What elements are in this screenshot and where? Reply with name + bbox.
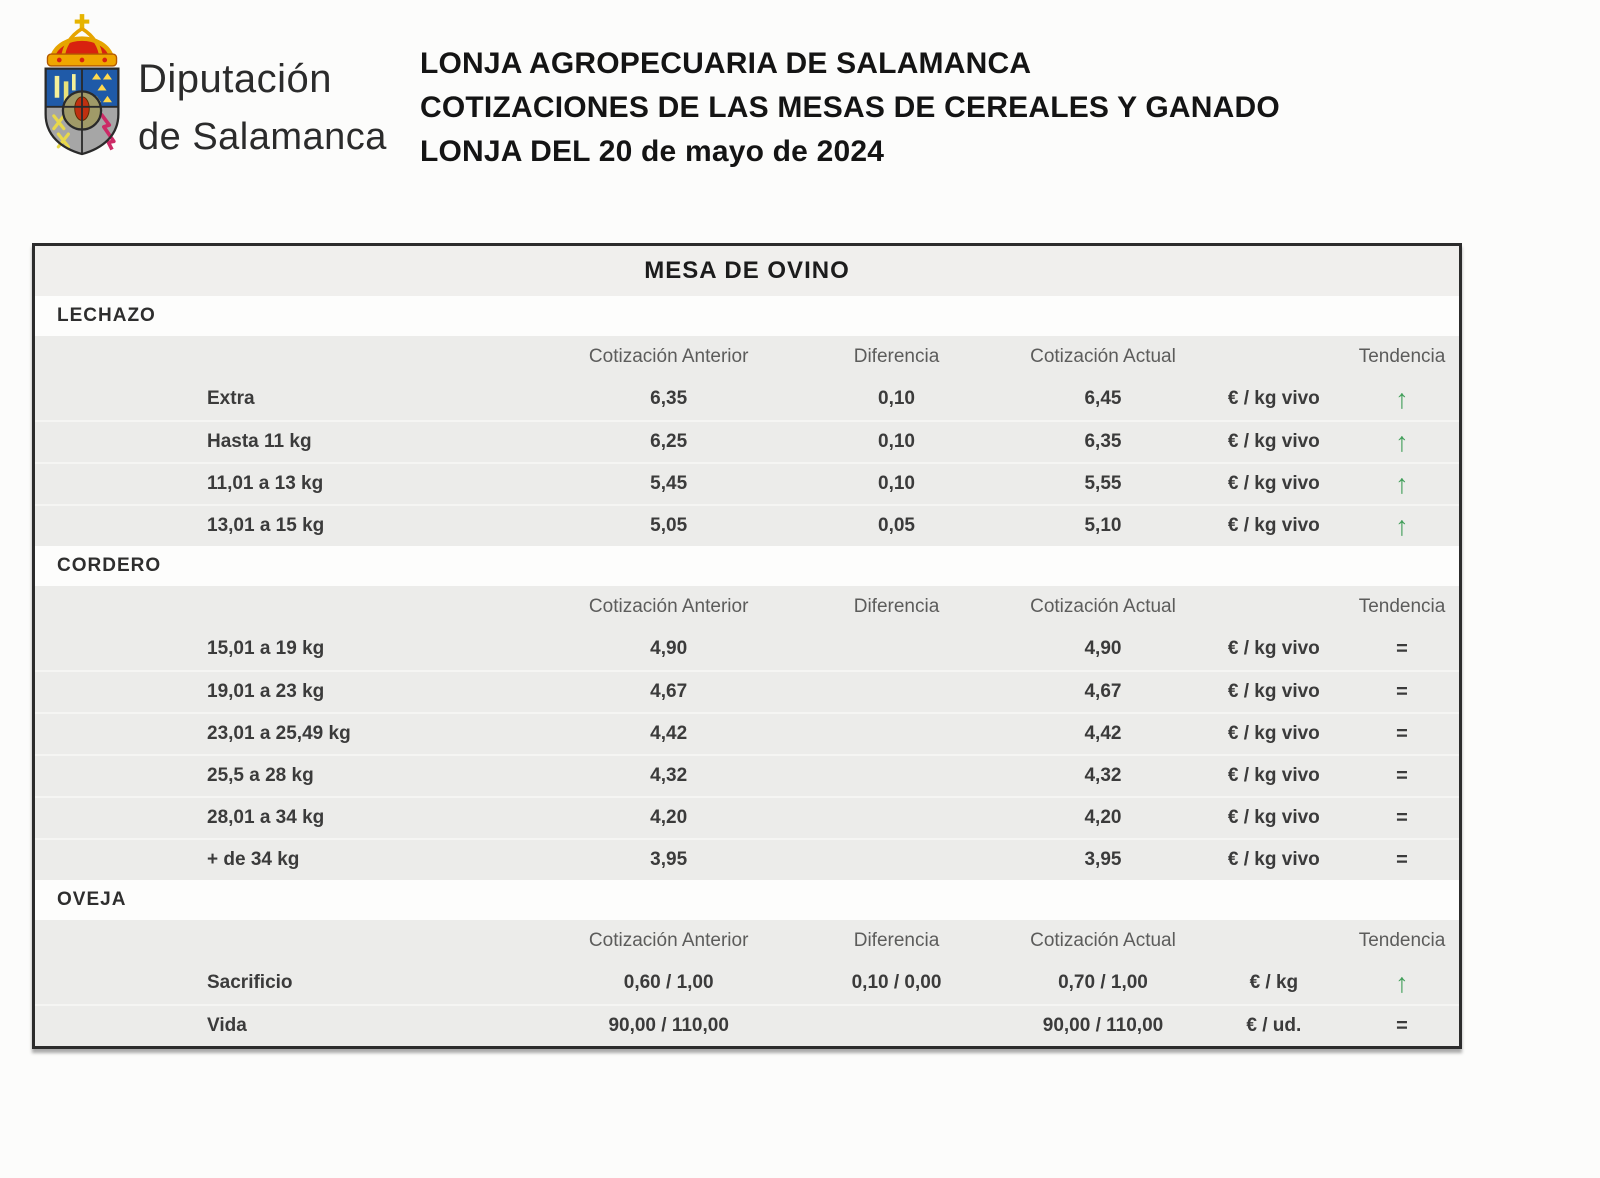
section-lechazo <box>35 336 1459 546</box>
column-header-diferencia: Diferencia <box>853 346 940 367</box>
section-cordero <box>35 586 1459 880</box>
diferencia-value: 0,10 <box>878 473 915 494</box>
cotizacion-anterior-value: 4,20 <box>650 807 688 828</box>
column-header-tendencia: Tendencia <box>1358 596 1446 617</box>
mesa-de-ovino-table <box>32 243 1462 1049</box>
coat-of-arms-icon <box>32 12 132 178</box>
trend-up-icon: ↑ <box>1395 967 1409 998</box>
row-label: Vida <box>207 1015 247 1036</box>
column-header-actual: Cotización Actual <box>1030 930 1176 951</box>
cotizacion-anterior-value: 4,42 <box>650 723 688 744</box>
cotizacion-anterior-value: 90,00 / 110,00 <box>608 1015 729 1036</box>
row-label: + de 34 kg <box>207 849 300 870</box>
table-row <box>35 670 1459 712</box>
section-header-cordero: CORDERO <box>35 546 1459 586</box>
cotizacion-actual-value: 4,20 <box>1084 807 1122 828</box>
column-header-tendencia: Tendencia <box>1358 346 1446 367</box>
column-header-anterior: Cotización Anterior <box>588 596 749 617</box>
cotizacion-anterior-value: 6,35 <box>650 388 688 409</box>
title-line1: LONJA AGROPECUARIA DE SALAMANCA <box>420 47 1032 80</box>
table-row <box>35 796 1459 838</box>
cotizacion-actual-value: 4,32 <box>1084 765 1122 786</box>
table-row <box>35 754 1459 796</box>
cotizacion-actual-value: 4,90 <box>1084 638 1122 659</box>
diferencia-value: 0,10 / 0,00 <box>851 972 942 993</box>
unit-label: € / kg vivo <box>1227 473 1320 494</box>
cotizacion-anterior-value: 6,25 <box>650 431 688 452</box>
cotizacion-actual-value: 3,95 <box>1084 849 1122 870</box>
table-row <box>35 1004 1459 1046</box>
unit-label: € / kg vivo <box>1227 681 1320 702</box>
cotizacion-anterior-value: 3,95 <box>650 849 688 870</box>
trend-equal-icon: = <box>1396 723 1408 745</box>
table-title: MESA DE OVINO <box>35 246 1459 296</box>
cotizacion-actual-value: 4,67 <box>1084 681 1122 702</box>
table-row <box>35 462 1459 504</box>
trend-up-icon: ↑ <box>1395 426 1409 457</box>
cotizacion-actual-value: 0,70 / 1,00 <box>1058 972 1148 993</box>
trend-equal-icon: = <box>1396 1015 1408 1037</box>
table-row <box>35 378 1459 420</box>
cotizacion-anterior-value: 4,90 <box>650 638 688 659</box>
row-label: 23,01 a 25,49 kg <box>207 723 351 744</box>
row-label: 13,01 a 15 kg <box>207 515 325 536</box>
document-title <box>420 42 1280 174</box>
row-label: 25,5 a 28 kg <box>207 765 314 786</box>
unit-label: € / kg vivo <box>1227 849 1320 870</box>
unit-label: € / kg vivo <box>1227 431 1320 452</box>
unit-label: € / kg vivo <box>1227 515 1320 536</box>
column-header-tendencia: Tendencia <box>1358 930 1446 951</box>
diferencia-value: 0,05 <box>878 515 915 536</box>
row-label: Sacrificio <box>207 972 293 993</box>
table-row <box>35 962 1459 1004</box>
row-label: Extra <box>207 388 255 409</box>
column-header-anterior: Cotización Anterior <box>588 930 749 951</box>
unit-label: € / kg vivo <box>1227 638 1320 659</box>
table-row <box>35 628 1459 670</box>
unit-label: € / kg vivo <box>1227 388 1320 409</box>
column-header-diferencia: Diferencia <box>853 596 940 617</box>
title-line2: COTIZACIONES DE LAS MESAS DE CEREALES Y GANADO <box>420 91 1280 124</box>
cotizacion-anterior-value: 0,60 / 1,00 <box>623 972 714 993</box>
column-header-row <box>35 336 1459 378</box>
cotizacion-anterior-value: 4,32 <box>650 765 688 786</box>
brand-name-line1: Diputación <box>138 57 333 101</box>
diputacion-logo <box>32 12 132 183</box>
column-header-actual: Cotización Actual <box>1030 346 1176 367</box>
table-row <box>35 420 1459 462</box>
column-header-anterior: Cotización Anterior <box>588 346 749 367</box>
trend-equal-icon: = <box>1396 807 1408 829</box>
trend-equal-icon: = <box>1396 638 1408 660</box>
section-header-oveja: OVEJA <box>35 880 1459 920</box>
row-label: 11,01 a 13 kg <box>207 473 324 494</box>
unit-label: € / kg vivo <box>1227 807 1320 828</box>
section-header-lechazo: LECHAZO <box>35 296 1459 336</box>
cotizacion-actual-value: 5,10 <box>1084 515 1122 536</box>
table-row <box>35 712 1459 754</box>
trend-equal-icon: = <box>1396 849 1408 871</box>
column-header-actual: Cotización Actual <box>1030 596 1176 617</box>
section-oveja <box>35 920 1459 1046</box>
trend-up-icon: ↑ <box>1395 383 1409 414</box>
column-header-row <box>35 586 1459 628</box>
column-header-row <box>35 920 1459 962</box>
column-header-diferencia: Diferencia <box>853 930 940 951</box>
cotizacion-actual-value: 4,42 <box>1084 723 1122 744</box>
title-line3: LONJA DEL 20 de mayo de 2024 <box>420 135 885 168</box>
cotizacion-anterior-value: 5,45 <box>650 473 688 494</box>
cotizacion-anterior-value: 5,05 <box>650 515 688 536</box>
diferencia-value: 0,10 <box>878 431 915 452</box>
unit-label: € / ud. <box>1246 1015 1302 1036</box>
cotizacion-actual-value: 6,35 <box>1084 431 1122 452</box>
cotizacion-anterior-value: 4,67 <box>650 681 688 702</box>
diferencia-value: 0,10 <box>878 388 915 409</box>
table-row <box>35 504 1459 546</box>
brand-name-line2: de Salamanca <box>138 116 387 158</box>
table-row <box>35 838 1459 880</box>
unit-label: € / kg vivo <box>1227 723 1320 744</box>
row-label: 19,01 a 23 kg <box>207 681 325 702</box>
cotizacion-actual-value: 6,45 <box>1084 388 1122 409</box>
row-label: 28,01 a 34 kg <box>207 807 325 828</box>
trend-equal-icon: = <box>1396 765 1408 787</box>
cotizacion-actual-value: 5,55 <box>1084 473 1122 494</box>
row-label: Hasta 11 kg <box>207 431 312 452</box>
trend-up-icon: ↑ <box>1395 510 1409 541</box>
unit-label: € / kg <box>1249 972 1299 993</box>
unit-label: € / kg vivo <box>1227 765 1320 786</box>
cotizacion-actual-value: 90,00 / 110,00 <box>1042 1015 1164 1036</box>
row-label: 15,01 a 19 kg <box>207 638 325 659</box>
brand-text <box>138 56 387 160</box>
trend-equal-icon: = <box>1396 681 1408 703</box>
trend-up-icon: ↑ <box>1395 468 1409 499</box>
